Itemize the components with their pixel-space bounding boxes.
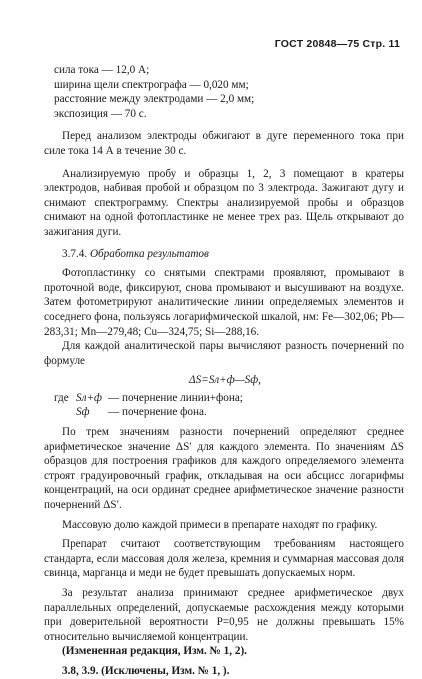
section-number: 3.7.4. xyxy=(62,247,88,260)
paragraph-compliance: Препарат считают соответствующим требованиям настоящего стандарта, если массовая доля железа, кремния и суммарная массовая доля свинца, марганца и меди не будет превышать допускаемых норм. xyxy=(44,538,404,580)
param-slit-width: ширина щели спектрографа — 0,020 мм; xyxy=(54,78,249,91)
amendment-note: (Измененная редакция, Изм. № 1, 2). xyxy=(62,645,247,658)
section-heading xyxy=(44,247,404,262)
formula-legend xyxy=(44,391,404,420)
paragraph-electrode-burn: Перед анализом электроды обжигают в дуге переменного тока при силе тока 14 А в течение 30 с. xyxy=(44,130,404,157)
legend-row-line-bg xyxy=(44,391,404,406)
paragraph-mean-value: По трем значениям разности почернений определяют среднее арифметическое значение ΔS′ для каждого элемента. По значениям ΔS образцов для построения графиков для каждого определяемого элемента строят градуировочный график, откладывая на оси абсцисс логарифмы концентраций, на оси ординат среднее арифметическое значение разности почернений ΔS′. xyxy=(44,426,404,512)
legend-text: — почернение фона. xyxy=(108,406,207,419)
section-title: Обработка результатов xyxy=(89,247,209,260)
legend-text: — почернение линии+фона; xyxy=(108,391,243,404)
page-header: ГОСТ 20848—75 Стр. 11 xyxy=(274,38,400,50)
param-exposure: экспозиция — 70 с. xyxy=(54,107,147,120)
param-current: сила тока — 12,0 А; xyxy=(54,64,150,76)
paragraph-result: За результат анализа принимают среднее арифметическое двух параллельных определений, допускаемые расхождения между которыми при доверительной вероятности P=0,95 не должны превышать 15% относительно вычисляемой концентрации. xyxy=(44,587,404,643)
paragraph-mass-fraction: Массовую долю каждой примеси в препарате находят по графику. xyxy=(62,518,378,531)
paragraph-formula-intro: Для каждой аналитической пары вычисляют разность почернений по формуле xyxy=(44,340,404,367)
legend-where-label: где xyxy=(54,391,69,404)
legend-symbol: Sф xyxy=(76,406,90,419)
legend-symbol: Sл+ф xyxy=(76,391,102,404)
paragraph-sample-loading: Анализируемую пробу и образцы 1, 2, 3 помещают в кратеры электродов, набивая пробой и образцом по 3 электрода. Зажигают дугу и снимают спектрограмму. Спектры анализируемой пробы и образцов снимают на одной фотопластинке не менее трех раз. Щель открывают до зажигания дуги. xyxy=(44,167,404,238)
page-content xyxy=(44,63,404,679)
excluded-note: 3.8, 3.9. (Исключены, Изм. № 1, ). xyxy=(62,664,230,677)
param-electrode-distance: расстояние между электродами — 2,0 мм; xyxy=(54,93,255,106)
legend-row-bg xyxy=(44,405,404,420)
paragraph-photometry: Фотопластинку со снятыми спектрами проявляют, промывают в проточной воде, фиксируют, снова промывают и высушивают на воздухе. Затем фотометрируют аналитические линии определяемых элементов и соседнего фона, пользуясь логарифмической шкалой, нм: Fe—302,06; Pb—283,31; Mn—279,48; Cu—324,75; Si—288,16. xyxy=(44,267,404,338)
formula-delta-s: ΔS=Sл+ф—Sф, xyxy=(189,374,261,387)
